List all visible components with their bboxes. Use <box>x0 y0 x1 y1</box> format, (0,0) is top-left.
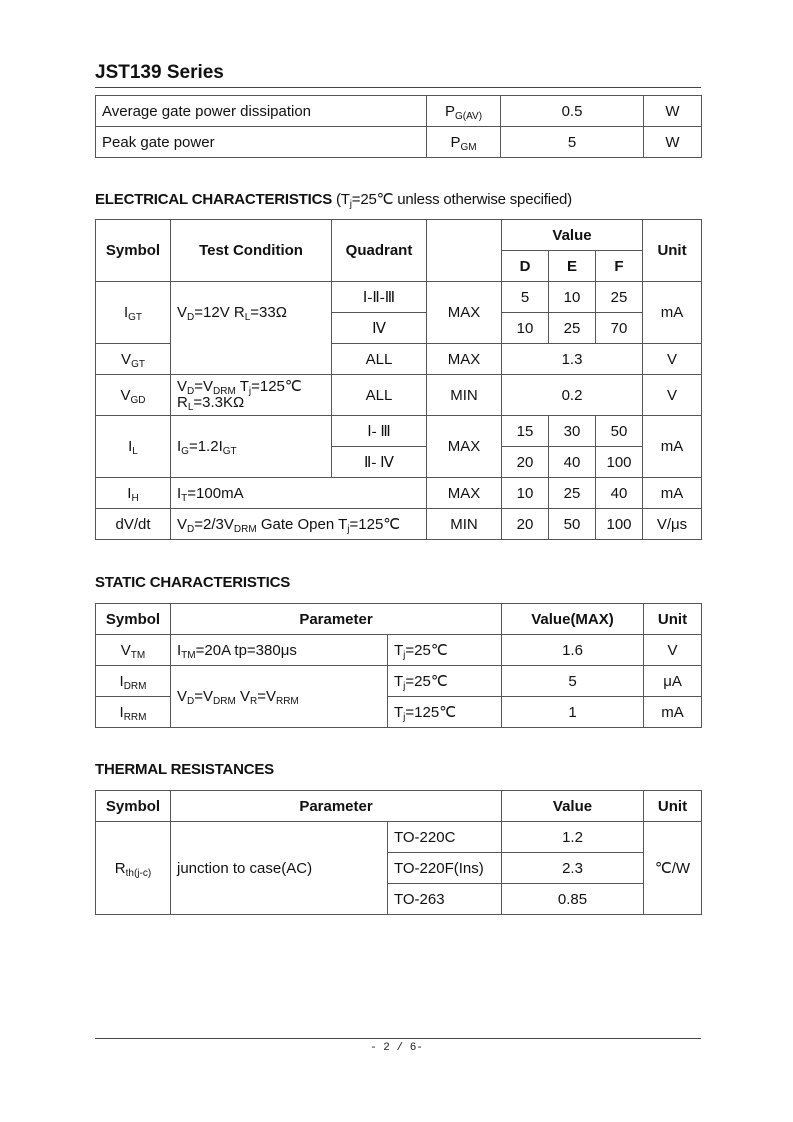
unit: V <box>644 635 702 666</box>
unit: mA <box>643 282 702 344</box>
table-row <box>96 282 702 313</box>
value-d: 10 <box>502 313 549 344</box>
unit: V/μs <box>643 509 702 540</box>
thermal-table <box>95 790 702 915</box>
table-row <box>96 509 702 540</box>
quadrant: Ⅰ- Ⅲ <box>332 416 427 447</box>
test-condition-dvdt: $V_D=2/3V_{DRM}$ Gate Open $T_j=125℃$ <box>171 509 427 540</box>
quadrant: Ⅱ- Ⅳ <box>332 447 427 478</box>
table-row <box>96 375 702 416</box>
value: 1.3 <box>502 344 643 375</box>
value: 5 <box>502 666 644 697</box>
unit: ℃/W <box>644 822 702 915</box>
parameter: junction to case(AC) <box>171 822 388 915</box>
value-e: 50 <box>549 509 596 540</box>
header-limit <box>427 220 502 282</box>
symbol-vtm: $V_{TM}$ <box>96 635 171 666</box>
value: 0.85 <box>502 884 644 915</box>
quadrant: Ⅳ <box>332 313 427 344</box>
symbol-rth: $R_{th(j-c)}$ <box>96 822 171 915</box>
unit: V <box>643 344 702 375</box>
table-row <box>96 822 702 853</box>
param-unit: W <box>644 127 702 158</box>
header-f: F <box>596 251 643 282</box>
footer-rule <box>95 1038 701 1039</box>
param-value: 0.5 <box>501 96 644 127</box>
document-title: JST139 Series <box>95 62 224 83</box>
limit: MAX <box>427 344 502 375</box>
package: TO-220C <box>388 822 502 853</box>
value-f: 50 <box>596 416 643 447</box>
value-e: 25 <box>549 313 596 344</box>
package: TO-263 <box>388 884 502 915</box>
value-f: 40 <box>596 478 643 509</box>
header-unit: Unit <box>644 791 702 822</box>
table-row <box>96 635 702 666</box>
value-e: 30 <box>549 416 596 447</box>
parameter: $I_{TM}=20A$ tp=380μs <box>171 635 388 666</box>
header-e: E <box>549 251 596 282</box>
test-condition-igt: $V_D=12V$ $R_L=33\Omega$ <box>171 282 332 375</box>
param-symbol: $P_{GM}$ <box>427 127 501 158</box>
value-e: 25 <box>549 478 596 509</box>
symbol-dvdt: dV/dt <box>96 509 171 540</box>
value: 1.6 <box>502 635 644 666</box>
unit: mA <box>644 697 702 728</box>
temperature: $T_j=25℃$ <box>388 635 502 666</box>
header-symbol: Symbol <box>96 220 171 282</box>
value-d: 5 <box>502 282 549 313</box>
quadrant: Ⅰ-Ⅱ-Ⅲ <box>332 282 427 313</box>
header-unit: Unit <box>643 220 702 282</box>
header-test-condition: Test Condition <box>171 220 332 282</box>
section-condition: ($T_j=25℃$ unless otherwise specified) <box>336 191 572 210</box>
value-d: 10 <box>502 478 549 509</box>
section-title-static: STATIC CHARACTERISTICS <box>95 574 291 591</box>
value-d: 15 <box>502 416 549 447</box>
value: 1 <box>502 697 644 728</box>
section-title-thermal: THERMAL RESISTANCES <box>95 761 274 778</box>
package: TO-220F(Ins) <box>388 853 502 884</box>
symbol-idrm: $I_{DRM}$ <box>96 666 171 697</box>
test-condition-vgd: $V_D=V_{DRM}$ $T_j=125℃$ $R_L=3.3K\Omega$ <box>171 375 332 416</box>
limit: MAX <box>427 416 502 478</box>
table-row <box>96 416 702 447</box>
param-unit: W <box>644 96 702 127</box>
header-value: Value <box>502 220 643 251</box>
header-quadrant: Quadrant <box>332 220 427 282</box>
header-symbol: Symbol <box>96 604 171 635</box>
value-f: 25 <box>596 282 643 313</box>
temperature: $T_j=125℃$ <box>388 697 502 728</box>
value-f: 100 <box>596 509 643 540</box>
value-e: 10 <box>549 282 596 313</box>
value-f: 70 <box>596 313 643 344</box>
symbol-il: $I_L$ <box>96 416 171 478</box>
symbol-irrm: $I_{RRM}$ <box>96 697 171 728</box>
symbol-vgd: $V_{GD}$ <box>96 375 171 416</box>
value-d: 20 <box>502 447 549 478</box>
quadrant: ALL <box>332 375 427 416</box>
test-condition-ih: $I_T=100mA$ <box>171 478 427 509</box>
header-value: Value(MAX) <box>502 604 644 635</box>
limit: MIN <box>427 375 502 416</box>
header-rule <box>95 87 701 88</box>
value-d: 20 <box>502 509 549 540</box>
quadrant: ALL <box>332 344 427 375</box>
value-f: 100 <box>596 447 643 478</box>
symbol-ih: $I_H$ <box>96 478 171 509</box>
electrical-table <box>95 219 702 540</box>
parameter: $V_D=V_{DRM}$ $V_R=V_{RRM}$ <box>171 666 388 728</box>
unit: mA <box>643 478 702 509</box>
header-value: Value <box>502 791 644 822</box>
temperature: $T_j=25℃$ <box>388 666 502 697</box>
symbol-igt: $I_{GT}$ <box>96 282 171 344</box>
value: 1.2 <box>502 822 644 853</box>
header-d: D <box>502 251 549 282</box>
static-table <box>95 603 702 728</box>
table-row <box>96 96 702 127</box>
table-row <box>96 666 702 697</box>
header-parameter: Parameter <box>171 604 502 635</box>
param-name: Average gate power dissipation <box>96 96 427 127</box>
ratings-table <box>95 95 702 158</box>
table-row <box>96 127 702 158</box>
limit: MAX <box>427 478 502 509</box>
param-symbol: $P_{G(AV)}$ <box>427 96 501 127</box>
header-parameter: Parameter <box>171 791 502 822</box>
value-e: 40 <box>549 447 596 478</box>
header-unit: Unit <box>644 604 702 635</box>
param-value: 5 <box>501 127 644 158</box>
table-row <box>96 478 702 509</box>
unit: μA <box>644 666 702 697</box>
unit: V <box>643 375 702 416</box>
test-condition-il: $I_G=1.2I_{GT}$ <box>171 416 332 478</box>
limit: MIN <box>427 509 502 540</box>
value: 0.2 <box>502 375 643 416</box>
value: 2.3 <box>502 853 644 884</box>
header-symbol: Symbol <box>96 791 171 822</box>
section-title-electrical: ELECTRICAL CHARACTERISTICS ($T_j=25℃$ unless otherwise specified) <box>95 191 572 210</box>
limit: MAX <box>427 282 502 344</box>
param-name: Peak gate power <box>96 127 427 158</box>
unit: mA <box>643 416 702 478</box>
page-number: - 2 / 6- <box>370 1042 423 1054</box>
symbol-vgt: $V_{GT}$ <box>96 344 171 375</box>
